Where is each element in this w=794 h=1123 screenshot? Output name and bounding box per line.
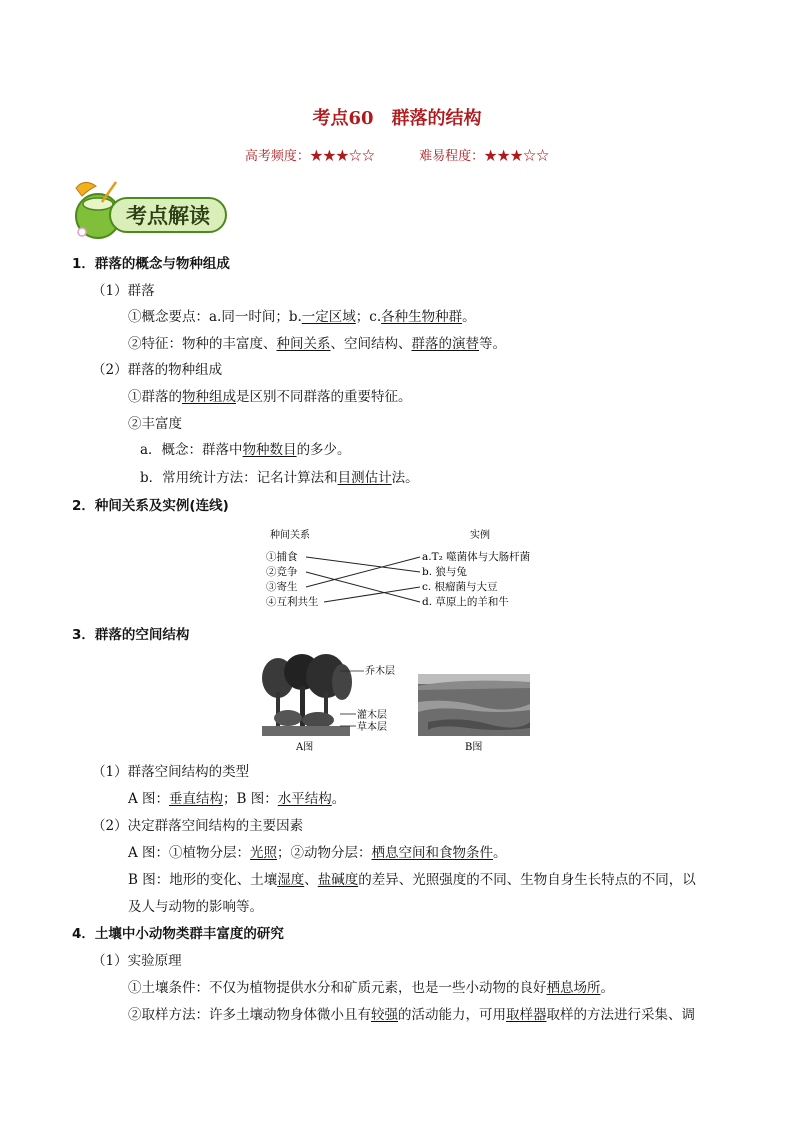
underlined-term: 群落的演替 (411, 336, 479, 352)
tree-layer-label: 乔木层 (365, 666, 395, 677)
text: 的差异、光照强度的不同、生物自身生长特点的不同，以 (358, 872, 696, 888)
text: A 图： (128, 791, 170, 807)
s3-factor-b-cont: 及人与动物的影响等。 (128, 899, 263, 915)
text: 是区别不同群落的重要特征。 (236, 389, 412, 405)
section1-heading: 1．群落的概念与物种组成 (72, 256, 230, 272)
kaodian-jiedu-badge (70, 180, 230, 242)
s3-part1-heading: （1）群落空间结构的类型 (92, 764, 250, 780)
s3-factor-a-line (128, 843, 507, 863)
s1-richness-heading: ②丰富度 (128, 416, 182, 432)
right-item: b. 狼与兔 (422, 566, 467, 578)
underlined-term: 光照 (250, 845, 278, 861)
page-title (0, 104, 794, 130)
left-item: ④互利共生 (266, 596, 319, 608)
left-item: ②竞争 (266, 566, 298, 578)
title-kaodian: 考点60 (312, 108, 374, 129)
relation-matching-figure (262, 526, 534, 612)
underlined-term: 湿度 (277, 872, 305, 888)
s1-richness-concept (140, 440, 351, 460)
figure-a-caption: A图 (296, 742, 314, 753)
section4-heading: 4．土壤中小动物类群丰富度的研究 (72, 926, 284, 942)
text: 的活动能力，可用 (398, 1007, 506, 1023)
text: ；B 图： (223, 791, 278, 807)
text: 、 (304, 872, 318, 888)
herb-layer-label: 草本层 (357, 722, 387, 733)
s3-part2-heading: （2）决定群落空间结构的主要因素 (92, 818, 304, 834)
text: ②取样方法：许多土壤动物身体微小且有 (128, 1007, 371, 1023)
text: ；c. (355, 309, 382, 325)
right-item: a.T₂ 噬菌体与大肠杆菌 (422, 551, 531, 563)
text: 。 (493, 845, 507, 861)
text: 。 (331, 791, 346, 807)
text: ②特征：物种的丰富度、 (128, 336, 277, 352)
text: 。 (462, 309, 476, 325)
difficulty-stars-full: ★★★ (484, 149, 524, 164)
section2-heading: 2．种间关系及实例(连线) (72, 498, 229, 514)
left-item: ③寄生 (266, 581, 298, 593)
text: 的多少。 (296, 442, 351, 458)
text: b．常用统计方法：记名计算法和 (140, 470, 338, 486)
text: ①概念要点：a.同一时间；b. (128, 309, 302, 325)
text: 。 (600, 980, 614, 996)
underlined-term: 垂直结构 (169, 791, 224, 807)
difficulty-label: 难易程度： (419, 149, 485, 164)
underlined-term: 取样器 (506, 1007, 547, 1023)
s3-factor-b-line (128, 870, 696, 890)
match-line (306, 557, 420, 572)
s1-feature-line (128, 334, 506, 354)
text: 法。 (391, 470, 419, 486)
text: 等。 (479, 336, 506, 352)
left-item: ①捕食 (266, 551, 298, 563)
text: B 图：地形的变化、土壤 (128, 872, 278, 888)
right-column-header: 实例 (470, 530, 490, 541)
section3-heading: 3．群落的空间结构 (72, 627, 190, 643)
s3-type-line (128, 789, 345, 809)
figure-b-caption: B图 (465, 742, 483, 753)
underlined-term: 较强 (371, 1007, 398, 1023)
s4-part1-heading: （1）实验原理 (92, 953, 182, 969)
s1-part1-heading: （1）群落 (92, 283, 155, 299)
s1-part2-heading: （2）群落的物种组成 (92, 362, 223, 378)
forest-illustration (262, 654, 352, 736)
frequency-stars-full: ★★★ (309, 149, 349, 164)
underlined-term: 栖息空间和食物条件 (371, 845, 494, 861)
underlined-term: 栖息场所 (546, 980, 601, 996)
text: A 图：①植物分层： (128, 845, 251, 861)
underlined-term: 各种生物种群 (381, 309, 463, 325)
text: a．概念：群落中 (140, 442, 243, 458)
shrub-layer-label: 灌木层 (357, 710, 387, 721)
frequency-label: 高考频度： (244, 149, 310, 164)
underlined-term: 水平结构 (277, 791, 332, 807)
match-line (306, 557, 420, 587)
badge-text: 考点解读 (126, 203, 210, 228)
difficulty-stars-empty: ☆☆ (523, 149, 550, 164)
s4-soil-condition-line (128, 978, 614, 998)
frequency-stars-empty: ☆☆ (348, 149, 375, 164)
s1-composition-line (128, 387, 412, 407)
underlined-term: 物种数目 (242, 442, 297, 458)
text: 、空间结构、 (330, 336, 412, 352)
text: ；②动物分层： (277, 845, 372, 861)
grassland-photo (418, 674, 530, 736)
s1-concept-line (128, 307, 476, 327)
right-item: d. 草原上的羊和牛 (422, 596, 509, 608)
s4-sampling-line (128, 1005, 695, 1025)
match-line (306, 572, 420, 602)
title-name: 群落的结构 (391, 108, 482, 129)
underlined-term: 一定区域 (301, 309, 356, 325)
underlined-term: 物种组成 (182, 389, 236, 405)
rating-line (0, 145, 794, 164)
right-item: c. 根瘤菌与大豆 (422, 581, 498, 593)
underlined-term: 种间关系 (276, 336, 331, 352)
text: ①群落的 (128, 389, 182, 405)
text: 取样的方法进行采集、调 (546, 1007, 695, 1023)
underlined-term: 目测估计 (337, 470, 392, 486)
community-structure-figure (258, 652, 538, 754)
s1-richness-method (140, 468, 419, 488)
underlined-term: 盐碱度 (317, 872, 359, 888)
text: ①土壤条件：不仅为植物提供水分和矿质元素，也是一些小动物的良好 (128, 980, 547, 996)
left-column-header: 种间关系 (270, 530, 310, 541)
